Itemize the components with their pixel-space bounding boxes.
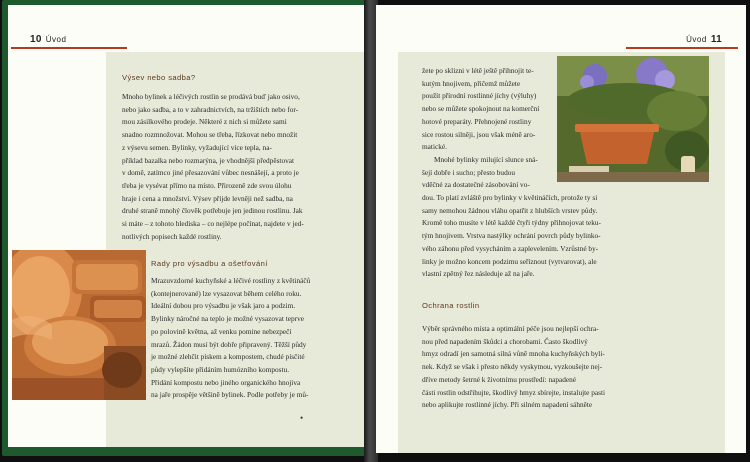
text-line: nebo aplikujte rostlinné jíchy. Při silném napadení sáhněte — [422, 400, 593, 410]
paragraph-protection — [422, 323, 680, 412]
left-page-number: 10 — [30, 34, 42, 45]
text-line: hraje i cena a množství. Výsev přijde levněji než sadba, na — [122, 193, 293, 203]
text-line: si máte – z tohoto hlediska – co nejlépe počínat, najdete v jed- — [122, 219, 304, 229]
text-line: Kromě toho musíte v létě každé čtyři týdny přihnojovat teku- — [422, 218, 601, 228]
text-line: na jaře prospěje většině bylinek. Podle potřeby je mů- — [151, 390, 309, 400]
right-section-label: Úvod — [686, 35, 707, 44]
text-line: dou. To platí zvláště pro bylinky v květináčích, protože ty si — [422, 193, 598, 203]
page-continuation-bullet: • — [300, 413, 304, 423]
text-line: nou před napadením škůdci a chorobami. Často škodlivý — [422, 336, 588, 346]
left-section-label: Úvod — [45, 35, 67, 44]
text-line: hmyz odradí jen samotná silná vůně mnoha kuchyňských byli- — [422, 349, 605, 359]
text-line: snadno rozmnožovat. Mohou se třeba, řízkovat nebo množit — [122, 130, 298, 140]
text-line: vděčné za dostatečné zásobování vo- — [422, 180, 530, 190]
text-line: Výběr správného místa a optimální péče jsou nejlepší ochra- — [422, 324, 599, 333]
text-line: šejí dobře i sucho; přesto budou — [422, 167, 516, 177]
section-heading-planting: Rady pro výsadbu a ošetřování — [151, 259, 268, 268]
text-line: nek. Když se však i přesto někdy vyskytnou, vyzkoušejte nej- — [422, 362, 603, 372]
text-line: použít přírodní rostlinné jíchy (výluhy) — [422, 91, 537, 101]
text-line: části rostlin odstřihujte, škodlivý hmyz sbírejte, instalujte pasti — [422, 387, 606, 397]
text-line: příklad bazalka nebo rozmarýna, je vhodnější předpěstovat — [122, 155, 295, 165]
paragraph-planting — [151, 275, 356, 402]
right-page — [376, 5, 746, 453]
paragraph-fertilizing — [422, 65, 702, 281]
text-line: druhé straně mnohý člověk potřebuje jen jedinou rostlinu. Jak — [122, 206, 303, 216]
text-line: kutým hnojivem, přičemž můžete — [422, 78, 521, 88]
text-line: Přidání kompostu nebo jiného organického hnojiva — [151, 377, 301, 387]
text-line: Bylinky náročné na teplo je možné vysazovat teprve — [151, 314, 304, 324]
terracotta-pots-photo — [12, 250, 146, 400]
text-line: žete po sklizni v létě ještě přihnojit te- — [422, 66, 534, 75]
left-page — [8, 5, 364, 447]
text-line: vého záhonu před vysycháním a zaplevelením. Vzrůstné by- — [422, 243, 599, 253]
text-line: půdy vylepšíte přidáním humózního kompostu. — [151, 364, 290, 374]
left-folio — [30, 34, 66, 45]
text-line: Ideální dobou pro výsadbu je však jaro a podzim. — [151, 301, 296, 311]
text-line: mou zásilkového prodeje. Některé z nich si můžete sami — [122, 117, 287, 127]
text-line: Mnoho bylinek a léčivých rostlin se prodává buď jako osivo, — [122, 92, 300, 101]
text-line: v domě, zatímco jiné přesazování vůbec nesnášejí, a proto je — [122, 168, 299, 178]
text-line: notlivých popisech každé rostliny. — [122, 231, 222, 241]
text-line: vlastní zpětný řez následuje až na jaře. — [422, 269, 535, 279]
text-line: matické. — [422, 142, 447, 152]
text-line: z výsevu semen. Bylinky, vyžadující více tepla, na- — [122, 142, 272, 152]
text-line: po polovině května, až venku pomine nebezpečí — [151, 326, 292, 336]
left-header-rule — [11, 47, 127, 49]
text-line: dříve metody šetrné k životnímu prostředí: napadené — [422, 374, 577, 384]
right-page-number: 11 — [710, 34, 722, 45]
text-line: mrazů. Žádon musí být dobře připravený. Těžší půdy — [151, 339, 307, 349]
text-line: tým hnojivem. Vrstva nastýlky ochrání povrch půdy bylinko- — [422, 231, 601, 241]
text-line: sice rostou silněji, jsou však méně aro- — [422, 129, 536, 139]
section-heading-seeds: Výsev nebo sadba? — [122, 73, 196, 82]
text-line: je možné zlehčit pískem a kompostem, chudé písčité — [151, 352, 305, 362]
text-line: hotové preparáty. Přehnojené rostliny — [422, 116, 532, 126]
text-line: Mrazuvzdorné kuchyňské a léčivé rostliny z květináčů — [151, 276, 311, 285]
right-folio — [686, 34, 722, 45]
text-line: nebo jako sadba, a to v zahradnictvích, na tržištích nebo for- — [122, 104, 299, 114]
text-line: (kontejnerované) lze vysazovat během celého roku. — [151, 288, 302, 298]
text-line: třeba je vysévat přímo na místo. Přirozeně zde svou úlohu — [122, 180, 292, 190]
text-line: Mnohé bylinky milující slunce sná- — [434, 154, 538, 164]
text-line: linky je možno koncem podzimu seříznout (vytvarovat), ale — [422, 256, 597, 266]
right-header-rule — [626, 47, 738, 49]
paragraph-seeds — [122, 91, 354, 243]
section-heading-protection: Ochrana rostlin — [422, 301, 480, 310]
text-line: nebo se můžete spokojnout na komerční — [422, 104, 540, 114]
text-line: samy nemohou žádnou vláhu opatřit z hlubších vrstev půdy. — [422, 205, 598, 215]
